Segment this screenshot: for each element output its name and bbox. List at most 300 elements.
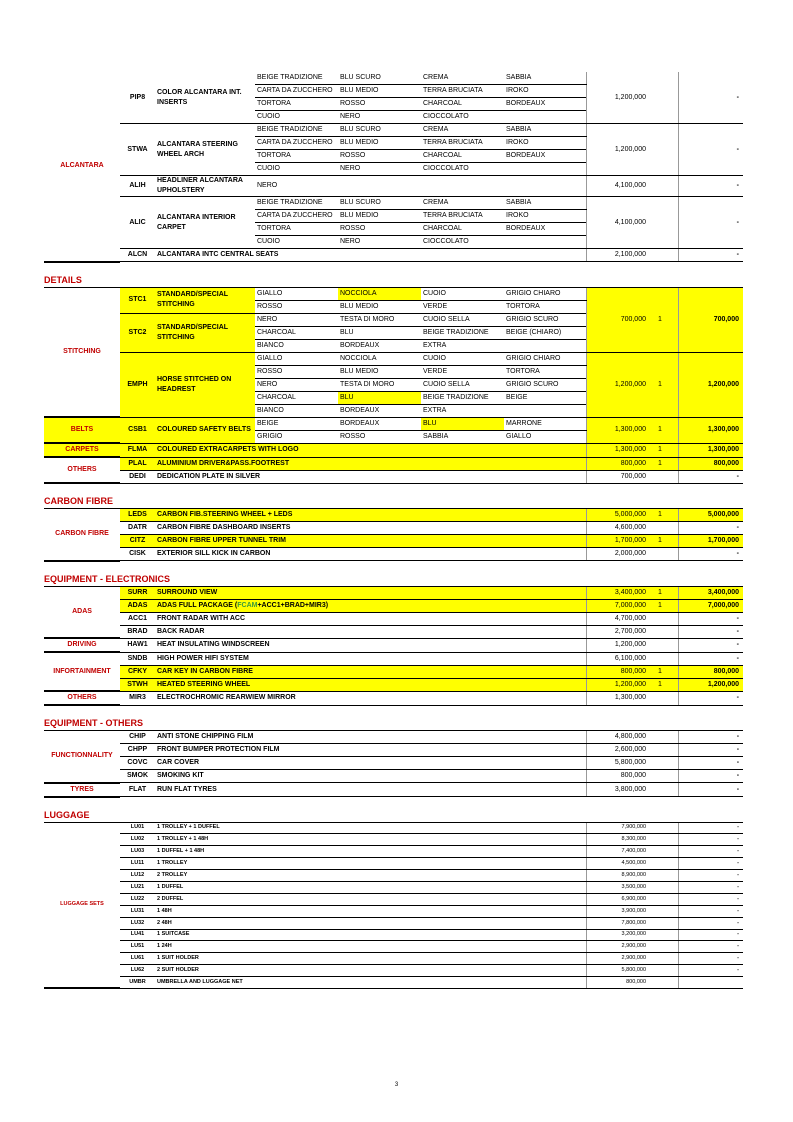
quantity: 1 bbox=[650, 457, 678, 470]
color-option: ROSSO bbox=[255, 365, 338, 378]
option-code: PIP8 bbox=[120, 72, 155, 124]
quantity bbox=[650, 770, 678, 783]
table-row bbox=[44, 249, 743, 262]
table-row bbox=[44, 288, 743, 301]
total: 800,000 bbox=[678, 457, 743, 470]
option-code: LU12 bbox=[120, 870, 155, 882]
total: 1,300,000 bbox=[678, 443, 743, 457]
total: 5,000,000 bbox=[678, 509, 743, 522]
color-option: GIALLO bbox=[504, 430, 586, 443]
color-option: CREMA bbox=[421, 197, 504, 210]
color-option: CREMA bbox=[421, 72, 504, 85]
color-option: TORTORA bbox=[504, 300, 586, 313]
option-code: LU41 bbox=[120, 929, 155, 941]
table-row bbox=[44, 457, 743, 470]
table-row bbox=[44, 834, 743, 846]
total: 1,200,000 bbox=[678, 352, 743, 417]
price: 4,600,000 bbox=[586, 522, 650, 535]
color-option: BLU MEDIO bbox=[338, 365, 421, 378]
color-option: TERRA BRUCIATA bbox=[421, 210, 504, 223]
table-row bbox=[44, 744, 743, 757]
option-description: CAR COVER bbox=[155, 757, 586, 770]
total: - bbox=[678, 905, 743, 917]
category-label: CARPETS bbox=[44, 443, 120, 457]
option-code: STC2 bbox=[120, 313, 155, 352]
option-description: COLOR ALCANTARA INT. INSERTS bbox=[155, 72, 255, 124]
total: - bbox=[678, 965, 743, 977]
total: - bbox=[678, 858, 743, 870]
color-option: CUOIO SELLA bbox=[421, 378, 504, 391]
price: 6,100,000 bbox=[586, 652, 650, 665]
color-option: BLU bbox=[338, 391, 421, 404]
alcantara-table bbox=[44, 72, 743, 263]
color-option: BEIGE TRADIZIONE bbox=[421, 391, 504, 404]
option-code: STWA bbox=[120, 124, 155, 176]
quantity bbox=[650, 941, 678, 953]
quantity bbox=[650, 691, 678, 705]
table-row bbox=[44, 470, 743, 483]
option-description: COLOURED EXTRACARPETS WITH LOGO bbox=[155, 443, 586, 457]
color-option: ROSSO bbox=[338, 430, 421, 443]
color-option: BEIGE TRADIZIONE bbox=[255, 124, 338, 137]
total: - bbox=[678, 941, 743, 953]
color-option: TESTA DI MORO bbox=[338, 313, 421, 326]
option-code: DATR bbox=[120, 522, 155, 535]
color-option: IROKO bbox=[504, 210, 586, 223]
total: - bbox=[678, 881, 743, 893]
color-option: TORTORA bbox=[504, 365, 586, 378]
quantity: 1 bbox=[650, 678, 678, 691]
quantity: 1 bbox=[650, 587, 678, 600]
option-description: SURROUND VIEW bbox=[155, 587, 586, 600]
total: - bbox=[678, 893, 743, 905]
color-option: GRIGIO CHIARO bbox=[504, 352, 586, 365]
table-row bbox=[44, 953, 743, 965]
luggage-table bbox=[44, 823, 743, 990]
price: 2,900,000 bbox=[586, 953, 650, 965]
color-option: GIALLO bbox=[255, 288, 338, 301]
color-option: NERO bbox=[338, 163, 421, 176]
color-option: ROSSO bbox=[338, 223, 421, 236]
total bbox=[678, 977, 743, 989]
option-description: 1 48H bbox=[155, 905, 586, 917]
table-row bbox=[44, 846, 743, 858]
price: 5,800,000 bbox=[586, 965, 650, 977]
option-code: LU32 bbox=[120, 917, 155, 929]
option-code: LU22 bbox=[120, 893, 155, 905]
option-description: CARBON FIBRE UPPER TUNNEL TRIM bbox=[155, 535, 586, 548]
option-description: 1 TROLLEY bbox=[155, 858, 586, 870]
carbon-table bbox=[44, 509, 743, 562]
color-option: TORTORA bbox=[255, 150, 338, 163]
option-code: LU62 bbox=[120, 965, 155, 977]
category-label: OTHERS bbox=[44, 691, 120, 705]
option-code: CITZ bbox=[120, 535, 155, 548]
option-code: LU31 bbox=[120, 905, 155, 917]
total: - bbox=[678, 834, 743, 846]
color-option: VERDE bbox=[421, 300, 504, 313]
table-row bbox=[44, 870, 743, 882]
color-option: CHARCOAL bbox=[421, 150, 504, 163]
color-option: SABBIA bbox=[504, 124, 586, 137]
option-description: HEAT INSULATING WINDSCREEN bbox=[155, 638, 586, 652]
option-code: LU61 bbox=[120, 953, 155, 965]
price: 2,600,000 bbox=[586, 744, 650, 757]
price: 4,500,000 bbox=[586, 858, 650, 870]
table-row bbox=[44, 881, 743, 893]
option-code: CFKY bbox=[120, 665, 155, 678]
quantity bbox=[650, 249, 678, 262]
quantity bbox=[650, 72, 678, 124]
color-option: TERRA BRUCIATA bbox=[421, 85, 504, 98]
color-option: MARRONE bbox=[504, 417, 586, 430]
category-label: ADAS bbox=[44, 587, 120, 639]
price: 5,800,000 bbox=[586, 757, 650, 770]
option-code: MIR3 bbox=[120, 691, 155, 705]
option-code: LU03 bbox=[120, 846, 155, 858]
category-label: DRIVING bbox=[44, 638, 120, 652]
total: - bbox=[678, 691, 743, 705]
price: 8,900,000 bbox=[586, 870, 650, 882]
price: 3,200,000 bbox=[586, 929, 650, 941]
quantity bbox=[650, 652, 678, 665]
color-option: BEIGE (CHIARO) bbox=[504, 326, 586, 339]
color-option: BEIGE TRADIZIONE bbox=[255, 72, 338, 85]
option-code: SURR bbox=[120, 587, 155, 600]
color-option bbox=[504, 236, 586, 249]
total: - bbox=[678, 72, 743, 124]
price: 2,700,000 bbox=[586, 625, 650, 638]
total: - bbox=[678, 823, 743, 834]
price: 1,200,000 bbox=[586, 638, 650, 652]
color-option: BLU bbox=[421, 417, 504, 430]
total: - bbox=[678, 783, 743, 797]
table-row bbox=[44, 929, 743, 941]
total: - bbox=[678, 124, 743, 176]
price: 1,300,000 bbox=[586, 417, 650, 443]
option-description: 1 SUIT HOLDER bbox=[155, 953, 586, 965]
price: 1,300,000 bbox=[586, 691, 650, 705]
option-description: 2 TROLLEY bbox=[155, 870, 586, 882]
option-description: COLOURED SAFETY BELTS bbox=[155, 417, 255, 443]
price: 1,200,000 bbox=[586, 124, 650, 176]
page-number: 3 bbox=[394, 1082, 399, 1088]
price: 3,900,000 bbox=[586, 905, 650, 917]
price: 4,100,000 bbox=[586, 176, 650, 197]
quantity bbox=[650, 612, 678, 625]
total: - bbox=[678, 917, 743, 929]
total: - bbox=[678, 176, 743, 197]
option-description bbox=[155, 599, 586, 612]
option-code: CISK bbox=[120, 548, 155, 561]
color-option: CARTA DA ZUCCHERO bbox=[255, 85, 338, 98]
color-option: BORDEAUX bbox=[504, 98, 586, 111]
total: 700,000 bbox=[678, 288, 743, 353]
color-option: NERO bbox=[338, 236, 421, 249]
option-description: CAR KEY IN CARBON FIBRE bbox=[155, 665, 586, 678]
quantity bbox=[650, 744, 678, 757]
total: - bbox=[678, 846, 743, 858]
option-description: 2 48H bbox=[155, 917, 586, 929]
table-row bbox=[44, 731, 743, 744]
color-option: NOCCIOLA bbox=[338, 352, 421, 365]
color-option: BIANCO bbox=[255, 404, 338, 417]
quantity: 1 bbox=[650, 443, 678, 457]
table-row bbox=[44, 691, 743, 705]
option-description: BACK RADAR bbox=[155, 625, 586, 638]
option-description: RUN FLAT TYRES bbox=[155, 783, 586, 797]
option-description: HEADLINER ALCANTARA UPHOLSTERY bbox=[155, 176, 255, 197]
electronics-title: EQUIPMENT - ELECTRONICS bbox=[44, 572, 743, 587]
color-option: GRIGIO bbox=[255, 430, 338, 443]
price: 8,300,000 bbox=[586, 834, 650, 846]
color-option: VERDE bbox=[421, 365, 504, 378]
category-label: TYRES bbox=[44, 783, 120, 797]
color-option: BEIGE bbox=[504, 391, 586, 404]
option-description: EXTERIOR SILL KICK IN CARBON bbox=[155, 548, 586, 561]
table-row bbox=[44, 417, 743, 430]
color-option: BLU bbox=[338, 326, 421, 339]
price: 800,000 bbox=[586, 977, 650, 989]
category-label: CARBON FIBRE bbox=[44, 509, 120, 561]
color-option: GRIGIO SCURO bbox=[504, 378, 586, 391]
color-option: CUOIO bbox=[421, 352, 504, 365]
color-option: BORDEAUX bbox=[504, 223, 586, 236]
option-code: CHIP bbox=[120, 731, 155, 744]
option-code: PLAL bbox=[120, 457, 155, 470]
total: - bbox=[678, 770, 743, 783]
table-row bbox=[44, 917, 743, 929]
price: 2,100,000 bbox=[586, 249, 650, 262]
quantity bbox=[650, 858, 678, 870]
table-row bbox=[44, 443, 743, 457]
description-part: +ACC1+BRAD+MIR3) bbox=[257, 601, 329, 609]
color-option bbox=[504, 404, 586, 417]
quantity bbox=[650, 881, 678, 893]
total: 1,200,000 bbox=[678, 678, 743, 691]
color-option: CHARCOAL bbox=[255, 326, 338, 339]
option-description: FRONT RADAR WITH ACC bbox=[155, 612, 586, 625]
quantity: 1 bbox=[650, 288, 678, 353]
color-option: BORDEAUX bbox=[504, 150, 586, 163]
price: 2,000,000 bbox=[586, 548, 650, 561]
fcam-note: FCAM bbox=[237, 601, 258, 609]
table-row bbox=[44, 893, 743, 905]
quantity bbox=[650, 893, 678, 905]
total: - bbox=[678, 612, 743, 625]
option-code: LU21 bbox=[120, 881, 155, 893]
option-code: ADAS bbox=[120, 599, 155, 612]
option-code: BRAD bbox=[120, 625, 155, 638]
option-description: 1 DUFFEL bbox=[155, 881, 586, 893]
total: - bbox=[678, 870, 743, 882]
quantity bbox=[650, 625, 678, 638]
color-option: BLU MEDIO bbox=[338, 300, 421, 313]
quantity bbox=[650, 783, 678, 797]
option-code: ALIH bbox=[120, 176, 155, 197]
category-label: STITCHING bbox=[44, 288, 120, 418]
option-code: COVC bbox=[120, 757, 155, 770]
color-option: BLU SCURO bbox=[338, 124, 421, 137]
color-option: EXTRA bbox=[421, 339, 504, 352]
option-description: STANDARD/SPECIAL STITCHING bbox=[155, 313, 255, 352]
others-table bbox=[44, 731, 743, 798]
color-option: TESTA DI MORO bbox=[338, 378, 421, 391]
quantity bbox=[650, 470, 678, 483]
others-title: EQUIPMENT - OTHERS bbox=[44, 716, 743, 731]
table-row bbox=[44, 509, 743, 522]
total: - bbox=[678, 953, 743, 965]
total: - bbox=[678, 625, 743, 638]
price: 3,400,000 bbox=[586, 587, 650, 600]
option-description: HEATED STEERING WHEEL bbox=[155, 678, 586, 691]
details-table bbox=[44, 288, 743, 485]
color-option: TORTORA bbox=[255, 223, 338, 236]
table-row bbox=[44, 124, 743, 137]
total: - bbox=[678, 757, 743, 770]
total: - bbox=[678, 197, 743, 249]
table-row bbox=[44, 652, 743, 665]
total: - bbox=[678, 548, 743, 561]
category-label: FUNCTIONNALITY bbox=[44, 731, 120, 783]
color-option: CARTA DA ZUCCHERO bbox=[255, 137, 338, 150]
option-code: UMBR bbox=[120, 977, 155, 989]
color-option: CUOIO bbox=[255, 236, 338, 249]
electronics-table bbox=[44, 587, 743, 707]
color-option: IROKO bbox=[504, 137, 586, 150]
price: 2,900,000 bbox=[586, 941, 650, 953]
quantity: 1 bbox=[650, 509, 678, 522]
option-description: FRONT BUMPER PROTECTION FILM bbox=[155, 744, 586, 757]
quantity: 1 bbox=[650, 417, 678, 443]
option-description: ALCANTARA INTC CENTRAL SEATS bbox=[155, 249, 586, 262]
table-row bbox=[44, 977, 743, 989]
table-row bbox=[44, 965, 743, 977]
total: 3,400,000 bbox=[678, 587, 743, 600]
color-option: NOCCIOLA bbox=[338, 288, 421, 301]
option-code: DEDI bbox=[120, 470, 155, 483]
luggage-title: LUGGAGE bbox=[44, 808, 743, 823]
option-description: 2 DUFFEL bbox=[155, 893, 586, 905]
color-option bbox=[504, 163, 586, 176]
color-option: BLU MEDIO bbox=[338, 85, 421, 98]
price: 800,000 bbox=[586, 457, 650, 470]
category-label: INFORTAINMENT bbox=[44, 652, 120, 691]
total: 800,000 bbox=[678, 665, 743, 678]
quantity bbox=[650, 176, 678, 197]
option-description: 1 SUITCASE bbox=[155, 929, 586, 941]
quantity: 1 bbox=[650, 599, 678, 612]
color-option: BEIGE TRADIZIONE bbox=[255, 197, 338, 210]
quantity bbox=[650, 638, 678, 652]
option-description: ALCANTARA STEERING WHEEL ARCH bbox=[155, 124, 255, 176]
price: 3,500,000 bbox=[586, 881, 650, 893]
price: 700,000 bbox=[586, 470, 650, 483]
quantity bbox=[650, 846, 678, 858]
option-code: ALIC bbox=[120, 197, 155, 249]
total: - bbox=[678, 652, 743, 665]
table-row bbox=[44, 625, 743, 638]
table-row bbox=[44, 612, 743, 625]
total: - bbox=[678, 249, 743, 262]
option-description: STANDARD/SPECIAL STITCHING bbox=[155, 288, 255, 314]
option-code: HAW1 bbox=[120, 638, 155, 652]
table-row bbox=[44, 535, 743, 548]
color-option: IROKO bbox=[504, 85, 586, 98]
option-description: 1 DUFFEL + 1 48H bbox=[155, 846, 586, 858]
table-row bbox=[44, 678, 743, 691]
color-option: BORDEAUX bbox=[338, 417, 421, 430]
option-description: HIGH POWER HIFI SYSTEM bbox=[155, 652, 586, 665]
total: - bbox=[678, 731, 743, 744]
price: 7,800,000 bbox=[586, 917, 650, 929]
quantity bbox=[650, 731, 678, 744]
table-row bbox=[44, 72, 743, 85]
price: 1,200,000 bbox=[586, 678, 650, 691]
option-code: STC1 bbox=[120, 288, 155, 314]
total: - bbox=[678, 470, 743, 483]
color-option: CHARCOAL bbox=[255, 391, 338, 404]
option-code: LU02 bbox=[120, 834, 155, 846]
color-option bbox=[504, 111, 586, 124]
table-row bbox=[44, 548, 743, 561]
option-description: DEDICATION PLATE IN SILVER bbox=[155, 470, 586, 483]
color-option: CUOIO bbox=[421, 288, 504, 301]
price: 1,200,000 bbox=[586, 72, 650, 124]
category-label: BELTS bbox=[44, 417, 120, 443]
carbon-title: CARBON FIBRE bbox=[44, 494, 743, 509]
color-option: BORDEAUX bbox=[338, 339, 421, 352]
quantity bbox=[650, 870, 678, 882]
category-label: ALCANTARA bbox=[44, 72, 120, 262]
color-option: BEIGE bbox=[255, 417, 338, 430]
price: 1,700,000 bbox=[586, 535, 650, 548]
table-row bbox=[44, 941, 743, 953]
color-option: CARTA DA ZUCCHERO bbox=[255, 210, 338, 223]
option-code: CHPP bbox=[120, 744, 155, 757]
price: 800,000 bbox=[586, 665, 650, 678]
quantity bbox=[650, 977, 678, 989]
color-option: BLU SCURO bbox=[338, 72, 421, 85]
option-description: 1 TROLLEY + 1 DUFFEL bbox=[155, 823, 586, 834]
table-row bbox=[44, 176, 743, 197]
color-option: CIOCCOLATO bbox=[421, 163, 504, 176]
quantity bbox=[650, 197, 678, 249]
option-code: EMPH bbox=[120, 352, 155, 417]
table-row bbox=[44, 522, 743, 535]
table-row bbox=[44, 197, 743, 210]
quantity bbox=[650, 823, 678, 834]
color-option: ROSSO bbox=[338, 150, 421, 163]
option-code: LU51 bbox=[120, 941, 155, 953]
option-code: ALCN bbox=[120, 249, 155, 262]
color-option: CIOCCOLATO bbox=[421, 236, 504, 249]
quantity bbox=[650, 929, 678, 941]
table-row bbox=[44, 858, 743, 870]
option-description: CARBON FIBRE DASHBOARD INSERTS bbox=[155, 522, 586, 535]
total: - bbox=[678, 522, 743, 535]
quantity bbox=[650, 522, 678, 535]
color-option: ROSSO bbox=[255, 300, 338, 313]
table-row bbox=[44, 905, 743, 917]
price: 800,000 bbox=[586, 770, 650, 783]
color-option: CUOIO bbox=[255, 111, 338, 124]
price: 1,200,000 bbox=[586, 352, 650, 417]
option-code: LU01 bbox=[120, 823, 155, 834]
color-option: SABBIA bbox=[421, 430, 504, 443]
option-description: ALCANTARA INTERIOR CARPET bbox=[155, 197, 255, 249]
option-code: SNDB bbox=[120, 652, 155, 665]
